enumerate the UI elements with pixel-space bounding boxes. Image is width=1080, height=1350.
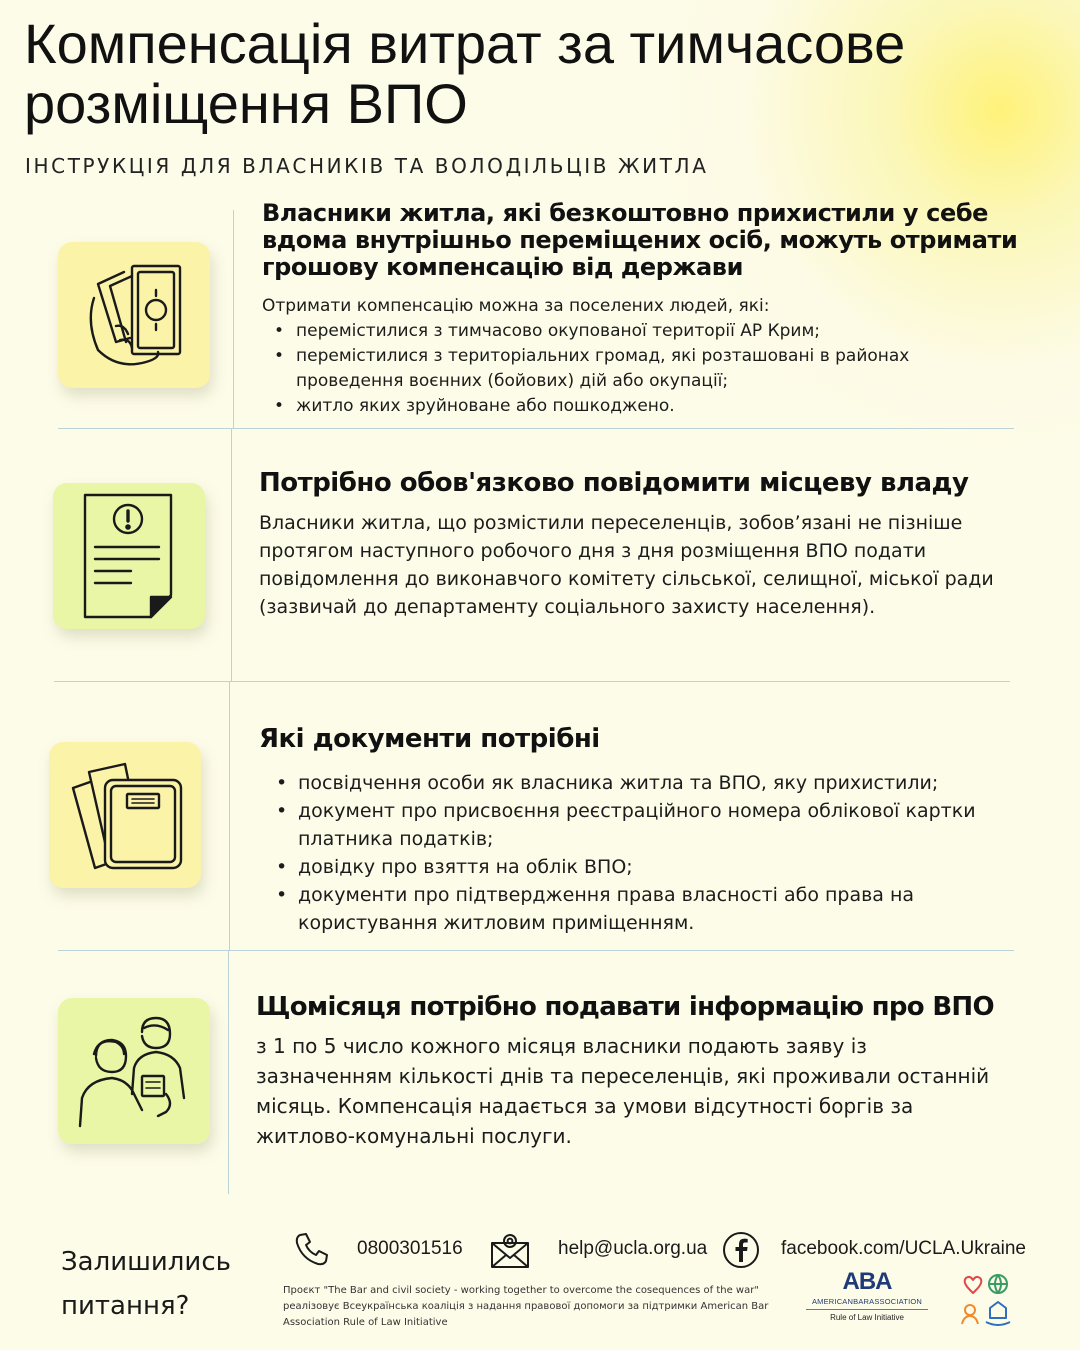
section-3-list bbox=[264, 769, 1004, 937]
section-4-title: Щомісяця потрібно подавати інформацію про ВПО bbox=[256, 992, 994, 1022]
money-hand-icon-card bbox=[58, 242, 210, 388]
list-item: • документи про підтвердження права власності або права на користування житловим приміщенням. bbox=[264, 881, 1004, 937]
facebook-icon bbox=[722, 1231, 760, 1269]
footer-question: Залишились питання? bbox=[61, 1247, 231, 1321]
documents-stack-icon bbox=[49, 742, 201, 888]
divider-horizontal-3 bbox=[58, 950, 1014, 951]
document-warning-icon-card bbox=[53, 483, 205, 629]
page-subtitle: ІНСТРУКЦІЯ ДЛЯ ВЛАСНИКІВ ТА ВОЛОДІЛЬЦІВ ЖИТЛА bbox=[25, 154, 709, 178]
page-title: Компенсація витрат за тимчасове розміщення ВПО bbox=[24, 12, 906, 135]
facebook-link[interactable]: facebook.com/UCLA.Ukraine bbox=[781, 1238, 1026, 1259]
section-2-text: Власники житла, що розмістили переселенців, зобов’язані не пізніше протягом наступного робочого дня з дня розміщення ВПО подати повідомлення до виконавчого комітету сільської, селищної, міської ради (зазвичай до департаменту соціального захисту населення). bbox=[259, 512, 994, 618]
list-item: • перемістилися з тимчасово окупованої території АР Крим; bbox=[262, 319, 1002, 344]
email-icon bbox=[490, 1231, 530, 1271]
phone-icon bbox=[294, 1231, 330, 1267]
section-1-title: Власники житла, які безкоштовно прихистили у себе вдома внутрішньо переміщених осіб, можуть отримати грошову компенсацію від держави bbox=[262, 199, 1018, 281]
divider-vertical-4 bbox=[228, 951, 229, 1194]
list-item: • документ про присвоєння реєстраційного номера облікової картки платника податків; bbox=[264, 797, 1004, 853]
project-note: Проєкт "The Bar and civil society - working together to overcome the cosequences of the war" реалізовує Всеукраїнська коаліція з надання правової допомоги за підтримки American Bar Association Rule of Law Initiative bbox=[283, 1285, 769, 1328]
money-hand-icon bbox=[58, 242, 210, 388]
document-warning-icon bbox=[53, 483, 205, 629]
section-4-text: з 1 по 5 число кожного місяця власники подають заяву із зазначенням кількості днів та переселенців, які проживали останній місяць. Компенсація надається за умови відсутності боргів за житлово-комунальні послуги. bbox=[256, 1034, 990, 1148]
section-1-list bbox=[262, 319, 1002, 419]
email-link[interactable]: help@ucla.org.ua bbox=[558, 1238, 708, 1259]
documents-stack-icon-card bbox=[49, 742, 201, 888]
divider-horizontal-2 bbox=[54, 681, 1010, 682]
aba-logo-mark: ABA bbox=[842, 1268, 892, 1295]
list-item: • перемістилися з територіальних громад, які розташовані в районах проведення воєнних (бойових) дій або окупації; bbox=[262, 344, 1002, 394]
people-consultation-icon bbox=[58, 998, 210, 1144]
aba-logo-name: AMERICANBARASSOCIATION bbox=[806, 1297, 928, 1310]
people-consultation-icon-card bbox=[58, 998, 210, 1144]
divider-vertical-1 bbox=[233, 210, 234, 428]
section-3-title: Які документи потрібні bbox=[259, 724, 600, 754]
divider-horizontal-1 bbox=[58, 428, 1014, 429]
divider-vertical-3 bbox=[229, 682, 230, 950]
aba-logo-sub: Rule of Law Initiative bbox=[830, 1313, 904, 1322]
section-2-title: Потрібно обов'язково повідомити місцеву владу bbox=[259, 468, 969, 498]
section-1-intro: Отримати компенсацію можна за поселених людей, які: bbox=[262, 296, 770, 316]
coalition-logo-icon bbox=[956, 1272, 1014, 1328]
aba-logo bbox=[806, 1270, 928, 1330]
list-item: • житло яких зруйноване або пошкоджено. bbox=[262, 394, 1002, 419]
list-item: • посвідчення особи як власника житла та ВПО, яку прихистили; bbox=[264, 769, 1004, 797]
section-3-body bbox=[264, 769, 1004, 937]
phone-link[interactable]: 0800301516 bbox=[357, 1238, 463, 1259]
list-item: • довідку про взяття на облік ВПО; bbox=[264, 853, 1004, 881]
divider-vertical-2 bbox=[231, 429, 232, 681]
section-1-body bbox=[262, 294, 1002, 419]
